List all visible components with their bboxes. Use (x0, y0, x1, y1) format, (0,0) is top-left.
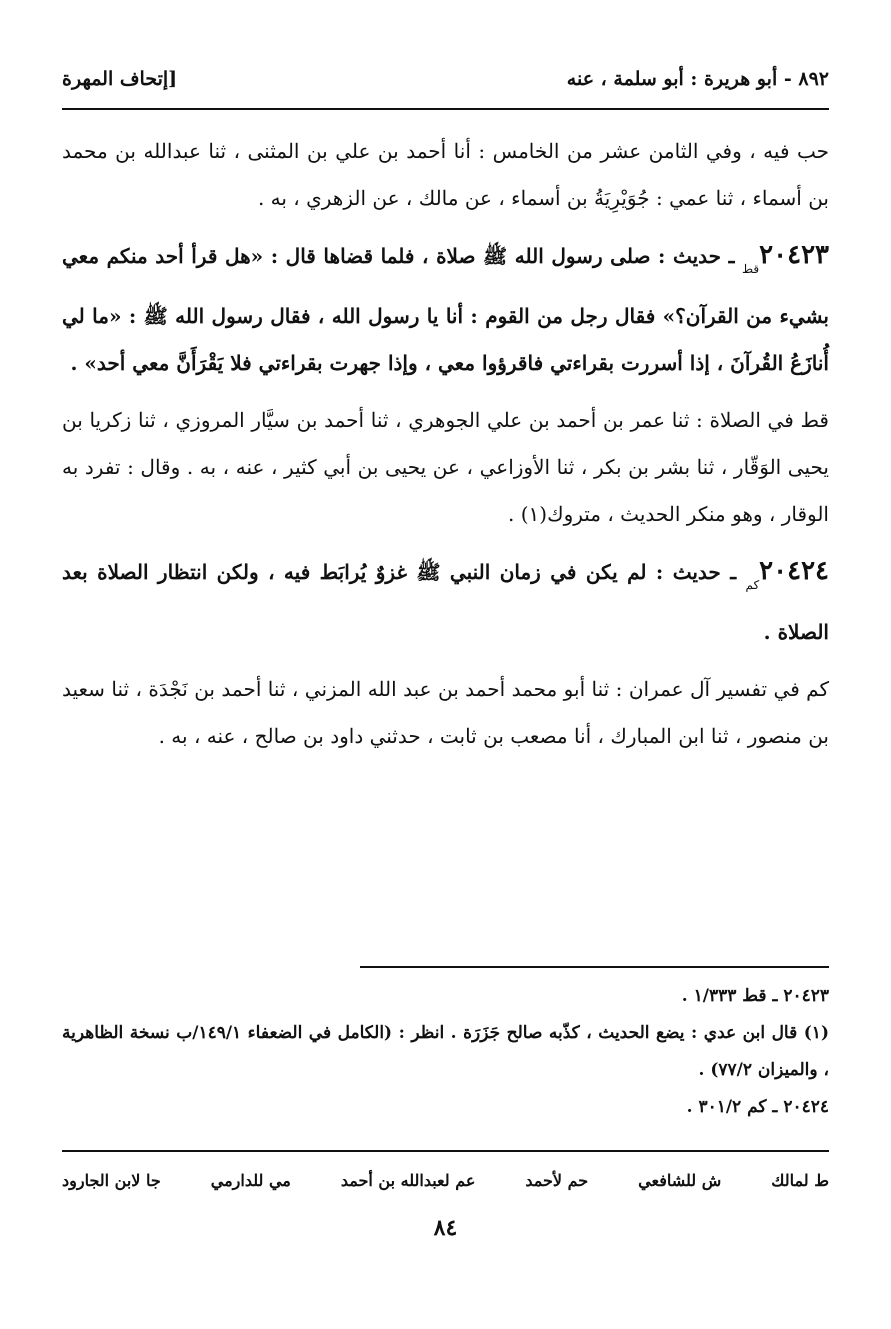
hadith-source-code: كم (745, 578, 760, 592)
abbreviation-item: مي للدارمي (210, 1170, 291, 1190)
hadith-20424 (62, 548, 829, 656)
hadith-source-code: قط (742, 262, 760, 276)
hadith-number: ٢٠٤٢٤ (759, 556, 829, 586)
hadith-number: ٢٠٤٢٣ (759, 240, 829, 270)
abbreviations-divider (62, 1150, 829, 1152)
abbreviation-item: جا لابن الجارود (62, 1170, 161, 1190)
main-text (62, 128, 829, 760)
running-header (62, 60, 829, 98)
paragraph-isnad-1: قط في الصلاة : ثنا عمر بن أحمد بن علي الجوهري ، ثنا أحمد بن سيَّار المروزي ، ثنا زكريا بن يحيى الوَقّار ، ثنا بشر بن بكر ، ثنا الأوزاعي ، عن يحيى بن أبي كثير ، عنه ، به . وقال : تفرد به الوقار ، وهو منكر الحديث ، متروك(١) . (62, 408, 829, 526)
abbreviation-item: ش للشافعي (638, 1170, 722, 1190)
hadith-text: ـ حديث : صلى رسول الله ﷺ صلاة ، فلما قضاها قال : «هل قرأ أحد منكم معي بشيء من القرآن؟» فقال رجل من القوم : أنا يا رسول الله ، فقال رسول الله ﷺ : «ما لي أُنازَعُ القُرآنَ ، إذا أسررت بقراءتي فاقرؤوا معي ، وإذا جهرت بقراءتي فلا يَقْرَأَنَّ معي أحد» . (62, 244, 829, 375)
abbreviation-item: حم لأحمد (525, 1170, 589, 1190)
paragraph-isnad-2: كم في تفسير آل عمران : ثنا أبو محمد أحمد بن عبد الله المزني ، ثنا أحمد بن نَجْدَة ، ثنا سعيد بن منصور ، ثنا ابن المبارك ، أنا مصعب بن ثابت ، حدثني داود بن صالح ، عنه ، به . (62, 677, 830, 748)
header-section-title: ٨٩٢ - أبو هريرة : أبو سلمة ، عنه (566, 68, 829, 90)
footnote-ref-20423: ٢٠٤٢٣ ـ قط ١/٣٣٣ . (681, 986, 829, 1006)
hadith-text: ـ حديث : لم يكن في زمان النبي ﷺ غزوٌ يُرابَط فيه ، ولكن انتظار الصلاة بعد الصلاة . (62, 560, 829, 644)
header-book-title: [إتحاف المهرة (62, 68, 178, 90)
page-number: ٨٤ (433, 1215, 458, 1241)
header-divider (62, 108, 829, 110)
footnotes (62, 978, 829, 1126)
footnote-1: (١) قال ابن عدي : يضع الحديث ، كذّبه صالح جَزَرَة . انظر : (الكامل في الضعفاء ١٤٩/١/ب نسخة الظاهرية ، والميزان ٧٧/٢) . (62, 1023, 829, 1080)
paragraph-continuation: حب فيه ، وفي الثامن عشر من الخامس : أنا أحمد بن علي بن المثنى ، ثنا عبدالله بن محمد بن أسماء ، ثنا عمي : جُوَيْرِيَةُ بن أسماء ، عن مالك ، عن الزهري ، به . (62, 139, 829, 210)
abbreviation-item: عم لعبدالله بن أحمد (340, 1170, 476, 1190)
footnote-ref-20424: ٢٠٤٢٤ ـ كم ٣٠١/٢ . (686, 1097, 829, 1117)
hadith-20423 (62, 232, 829, 387)
footnote-divider (360, 966, 829, 968)
abbreviations-legend (62, 1160, 829, 1200)
abbreviation-item: ط لمالك (771, 1170, 829, 1190)
